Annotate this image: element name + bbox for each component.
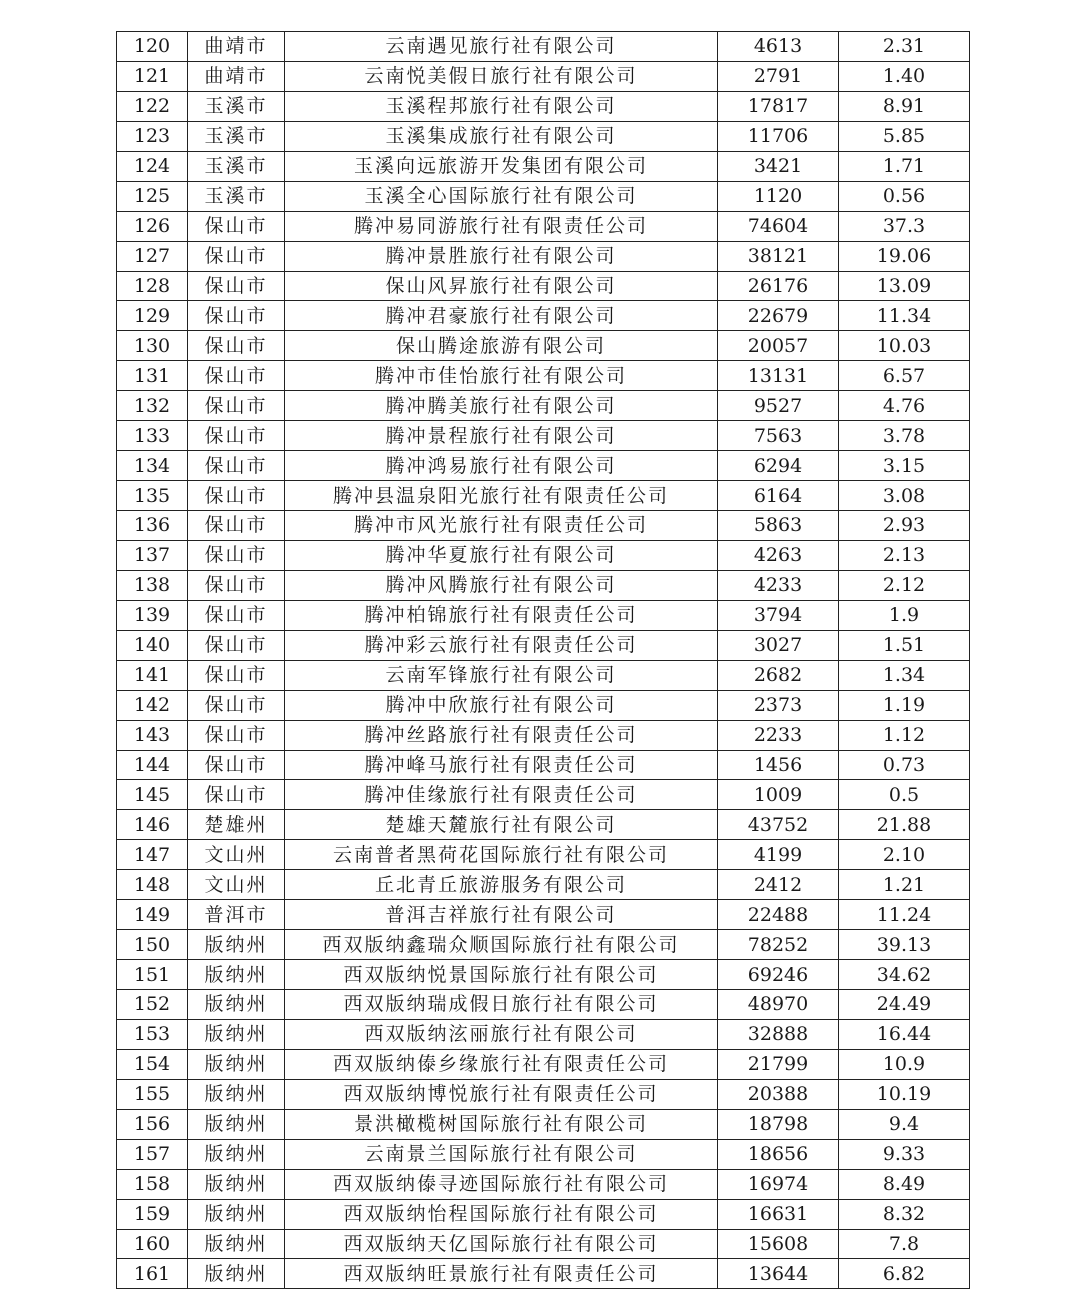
count-cell: 2233 [718,720,839,750]
table-row [117,451,970,481]
city-cell: 保山市 [188,361,285,391]
company-name-cell: 云南普者黑荷花国际旅行社有限公司 [285,840,718,870]
table-row [117,1169,970,1199]
table-row [117,151,970,181]
count-cell: 43752 [718,810,839,840]
count-cell: 5863 [718,511,839,541]
table-row [117,61,970,91]
table-row [117,780,970,810]
row-index: 123 [117,121,188,151]
city-cell: 保山市 [188,421,285,451]
percent-cell: 19.06 [839,241,970,271]
table-row [117,900,970,930]
city-cell: 玉溪市 [188,181,285,211]
company-name-cell: 腾冲佳缘旅行社有限责任公司 [285,780,718,810]
table-row [117,600,970,630]
company-name-cell: 云南遇见旅行社有限公司 [285,32,718,62]
company-name-cell: 景洪橄榄树国际旅行社有限公司 [285,1109,718,1139]
count-cell: 15608 [718,1229,839,1259]
percent-cell: 2.31 [839,32,970,62]
count-cell: 2412 [718,870,839,900]
table-row [117,630,970,660]
row-index: 121 [117,61,188,91]
count-cell: 2791 [718,61,839,91]
count-cell: 3421 [718,151,839,181]
city-cell: 保山市 [188,271,285,301]
row-index: 151 [117,960,188,990]
city-cell: 玉溪市 [188,151,285,181]
table-row [117,1259,970,1289]
table-row [117,301,970,331]
city-cell: 保山市 [188,391,285,421]
table-row [117,361,970,391]
table-row [117,810,970,840]
table-row [117,930,970,960]
company-name-cell: 腾冲鸿易旅行社有限公司 [285,451,718,481]
percent-cell: 11.24 [839,900,970,930]
table-row [117,421,970,451]
count-cell: 1120 [718,181,839,211]
percent-cell: 2.93 [839,511,970,541]
city-cell: 版纳州 [188,1139,285,1169]
city-cell: 保山市 [188,720,285,750]
count-cell: 22679 [718,301,839,331]
table-row [117,570,970,600]
percent-cell: 3.15 [839,451,970,481]
city-cell: 玉溪市 [188,121,285,151]
count-cell: 18798 [718,1109,839,1139]
city-cell: 版纳州 [188,1109,285,1139]
city-cell: 保山市 [188,301,285,331]
table-container [116,31,964,1289]
row-index: 130 [117,331,188,361]
percent-cell: 6.57 [839,361,970,391]
row-index: 129 [117,301,188,331]
count-cell: 3794 [718,600,839,630]
percent-cell: 2.13 [839,540,970,570]
percent-cell: 11.34 [839,301,970,331]
count-cell: 48970 [718,990,839,1020]
count-cell: 21799 [718,1049,839,1079]
company-name-cell: 腾冲峰马旅行社有限责任公司 [285,750,718,780]
company-name-cell: 西双版纳悦景国际旅行社有限公司 [285,960,718,990]
company-name-cell: 腾冲市佳怡旅行社有限公司 [285,361,718,391]
city-cell: 保山市 [188,750,285,780]
company-name-cell: 西双版纳傣乡缘旅行社有限责任公司 [285,1049,718,1079]
city-cell: 版纳州 [188,1259,285,1289]
city-cell: 版纳州 [188,1019,285,1049]
count-cell: 4263 [718,540,839,570]
table-row [117,331,970,361]
city-cell: 版纳州 [188,1199,285,1229]
city-cell: 版纳州 [188,930,285,960]
company-name-cell: 腾冲丝路旅行社有限责任公司 [285,720,718,750]
percent-cell: 10.19 [839,1079,970,1109]
city-cell: 版纳州 [188,1079,285,1109]
count-cell: 20388 [718,1079,839,1109]
row-index: 120 [117,32,188,62]
count-cell: 69246 [718,960,839,990]
city-cell: 保山市 [188,511,285,541]
count-cell: 13131 [718,361,839,391]
row-index: 124 [117,151,188,181]
city-cell: 保山市 [188,690,285,720]
percent-cell: 1.21 [839,870,970,900]
row-index: 146 [117,810,188,840]
percent-cell: 3.78 [839,421,970,451]
percent-cell: 9.4 [839,1109,970,1139]
city-cell: 保山市 [188,211,285,241]
percent-cell: 8.49 [839,1169,970,1199]
count-cell: 20057 [718,331,839,361]
company-name-cell: 西双版纳瑞成假日旅行社有限公司 [285,990,718,1020]
city-cell: 保山市 [188,600,285,630]
percent-cell: 16.44 [839,1019,970,1049]
count-cell: 6294 [718,451,839,481]
company-name-cell: 云南军锋旅行社有限公司 [285,660,718,690]
percent-cell: 9.33 [839,1139,970,1169]
city-cell: 普洱市 [188,900,285,930]
percent-cell: 39.13 [839,930,970,960]
city-cell: 保山市 [188,481,285,511]
count-cell: 32888 [718,1019,839,1049]
percent-cell: 0.73 [839,750,970,780]
percent-cell: 1.51 [839,630,970,660]
row-index: 127 [117,241,188,271]
table-row [117,660,970,690]
table-row [117,211,970,241]
table-row [117,241,970,271]
company-name-cell: 腾冲君豪旅行社有限公司 [285,301,718,331]
percent-cell: 4.76 [839,391,970,421]
city-cell: 版纳州 [188,1229,285,1259]
count-cell: 4199 [718,840,839,870]
table-row [117,990,970,1020]
city-cell: 保山市 [188,570,285,600]
city-cell: 版纳州 [188,1049,285,1079]
row-index: 153 [117,1019,188,1049]
table-row [117,870,970,900]
row-index: 128 [117,271,188,301]
row-index: 159 [117,1199,188,1229]
city-cell: 保山市 [188,331,285,361]
table-row [117,271,970,301]
row-index: 161 [117,1259,188,1289]
count-cell: 16631 [718,1199,839,1229]
row-index: 158 [117,1169,188,1199]
count-cell: 26176 [718,271,839,301]
row-index: 143 [117,720,188,750]
row-index: 126 [117,211,188,241]
company-name-cell: 楚雄天麓旅行社有限公司 [285,810,718,840]
count-cell: 1456 [718,750,839,780]
row-index: 157 [117,1139,188,1169]
company-name-cell: 西双版纳泫丽旅行社有限公司 [285,1019,718,1049]
percent-cell: 10.9 [839,1049,970,1079]
row-index: 137 [117,540,188,570]
company-name-cell: 西双版纳博悦旅行社有限责任公司 [285,1079,718,1109]
table-row [117,1049,970,1079]
table-row [117,511,970,541]
percent-cell: 1.19 [839,690,970,720]
row-index: 154 [117,1049,188,1079]
row-index: 152 [117,990,188,1020]
table-row [117,1109,970,1139]
percent-cell: 0.5 [839,780,970,810]
city-cell: 保山市 [188,540,285,570]
row-index: 150 [117,930,188,960]
city-cell: 保山市 [188,660,285,690]
company-name-cell: 丘北青丘旅游服务有限公司 [285,870,718,900]
count-cell: 6164 [718,481,839,511]
percent-cell: 2.10 [839,840,970,870]
row-index: 148 [117,870,188,900]
count-cell: 18656 [718,1139,839,1169]
row-index: 155 [117,1079,188,1109]
table-row [117,540,970,570]
table-row [117,690,970,720]
percent-cell: 5.85 [839,121,970,151]
company-name-cell: 腾冲华夏旅行社有限公司 [285,540,718,570]
row-index: 131 [117,361,188,391]
count-cell: 1009 [718,780,839,810]
table-row [117,720,970,750]
city-cell: 版纳州 [188,990,285,1020]
row-index: 138 [117,570,188,600]
count-cell: 74604 [718,211,839,241]
table-row [117,750,970,780]
percent-cell: 1.12 [839,720,970,750]
table-row [117,1019,970,1049]
company-name-cell: 腾冲易同游旅行社有限责任公司 [285,211,718,241]
percent-cell: 1.9 [839,600,970,630]
row-index: 149 [117,900,188,930]
company-name-cell: 腾冲风腾旅行社有限公司 [285,570,718,600]
company-name-cell: 腾冲景程旅行社有限公司 [285,421,718,451]
row-index: 132 [117,391,188,421]
table-row [117,1199,970,1229]
table-row [117,391,970,421]
company-name-cell: 西双版纳傣寻迹国际旅行社有限公司 [285,1169,718,1199]
count-cell: 22488 [718,900,839,930]
company-name-cell: 玉溪程邦旅行社有限公司 [285,91,718,121]
count-cell: 38121 [718,241,839,271]
company-name-cell: 腾冲市风光旅行社有限责任公司 [285,511,718,541]
count-cell: 3027 [718,630,839,660]
company-name-cell: 玉溪向远旅游开发集团有限公司 [285,151,718,181]
travel-agency-table [116,31,970,1289]
percent-cell: 21.88 [839,810,970,840]
count-cell: 4233 [718,570,839,600]
percent-cell: 37.3 [839,211,970,241]
row-index: 145 [117,780,188,810]
city-cell: 版纳州 [188,960,285,990]
city-cell: 保山市 [188,451,285,481]
table-row [117,481,970,511]
row-index: 156 [117,1109,188,1139]
company-name-cell: 玉溪集成旅行社有限公司 [285,121,718,151]
row-index: 147 [117,840,188,870]
row-index: 133 [117,421,188,451]
count-cell: 9527 [718,391,839,421]
table-row [117,181,970,211]
percent-cell: 8.32 [839,1199,970,1229]
table-row [117,1079,970,1109]
percent-cell: 10.03 [839,331,970,361]
city-cell: 保山市 [188,630,285,660]
count-cell: 11706 [718,121,839,151]
count-cell: 2373 [718,690,839,720]
percent-cell: 2.12 [839,570,970,600]
table-row [117,91,970,121]
company-name-cell: 保山腾途旅游有限公司 [285,331,718,361]
row-index: 135 [117,481,188,511]
percent-cell: 6.82 [839,1259,970,1289]
company-name-cell: 西双版纳天亿国际旅行社有限公司 [285,1229,718,1259]
company-name-cell: 腾冲景胜旅行社有限公司 [285,241,718,271]
count-cell: 78252 [718,930,839,960]
company-name-cell: 腾冲县温泉阳光旅行社有限责任公司 [285,481,718,511]
percent-cell: 24.49 [839,990,970,1020]
percent-cell: 1.40 [839,61,970,91]
company-name-cell: 腾冲彩云旅行社有限责任公司 [285,630,718,660]
row-index: 134 [117,451,188,481]
city-cell: 保山市 [188,241,285,271]
percent-cell: 8.91 [839,91,970,121]
table-row [117,1229,970,1259]
percent-cell: 13.09 [839,271,970,301]
table-row [117,121,970,151]
table-row [117,32,970,62]
company-name-cell: 云南景兰国际旅行社有限公司 [285,1139,718,1169]
company-name-cell: 西双版纳鑫瑞众顺国际旅行社有限公司 [285,930,718,960]
row-index: 160 [117,1229,188,1259]
row-index: 141 [117,660,188,690]
company-name-cell: 腾冲腾美旅行社有限公司 [285,391,718,421]
city-cell: 玉溪市 [188,91,285,121]
table-body [117,32,970,1289]
count-cell: 4613 [718,32,839,62]
city-cell: 文山州 [188,870,285,900]
row-index: 144 [117,750,188,780]
company-name-cell: 保山风昇旅行社有限公司 [285,271,718,301]
company-name-cell: 云南悦美假日旅行社有限公司 [285,61,718,91]
count-cell: 17817 [718,91,839,121]
row-index: 122 [117,91,188,121]
percent-cell: 3.08 [839,481,970,511]
table-row [117,840,970,870]
company-name-cell: 西双版纳怡程国际旅行社有限公司 [285,1199,718,1229]
table-row [117,960,970,990]
company-name-cell: 普洱吉祥旅行社有限公司 [285,900,718,930]
row-index: 140 [117,630,188,660]
company-name-cell: 腾冲中欣旅行社有限公司 [285,690,718,720]
percent-cell: 0.56 [839,181,970,211]
count-cell: 13644 [718,1259,839,1289]
percent-cell: 1.71 [839,151,970,181]
count-cell: 7563 [718,421,839,451]
city-cell: 版纳州 [188,1169,285,1199]
row-index: 139 [117,600,188,630]
row-index: 136 [117,511,188,541]
percent-cell: 7.8 [839,1229,970,1259]
company-name-cell: 玉溪全心国际旅行社有限公司 [285,181,718,211]
count-cell: 2682 [718,660,839,690]
percent-cell: 1.34 [839,660,970,690]
row-index: 142 [117,690,188,720]
city-cell: 保山市 [188,780,285,810]
city-cell: 曲靖市 [188,32,285,62]
company-name-cell: 腾冲柏锦旅行社有限责任公司 [285,600,718,630]
percent-cell: 34.62 [839,960,970,990]
company-name-cell: 西双版纳旺景旅行社有限责任公司 [285,1259,718,1289]
table-row [117,1139,970,1169]
row-index: 125 [117,181,188,211]
city-cell: 文山州 [188,840,285,870]
count-cell: 16974 [718,1169,839,1199]
city-cell: 曲靖市 [188,61,285,91]
city-cell: 楚雄州 [188,810,285,840]
